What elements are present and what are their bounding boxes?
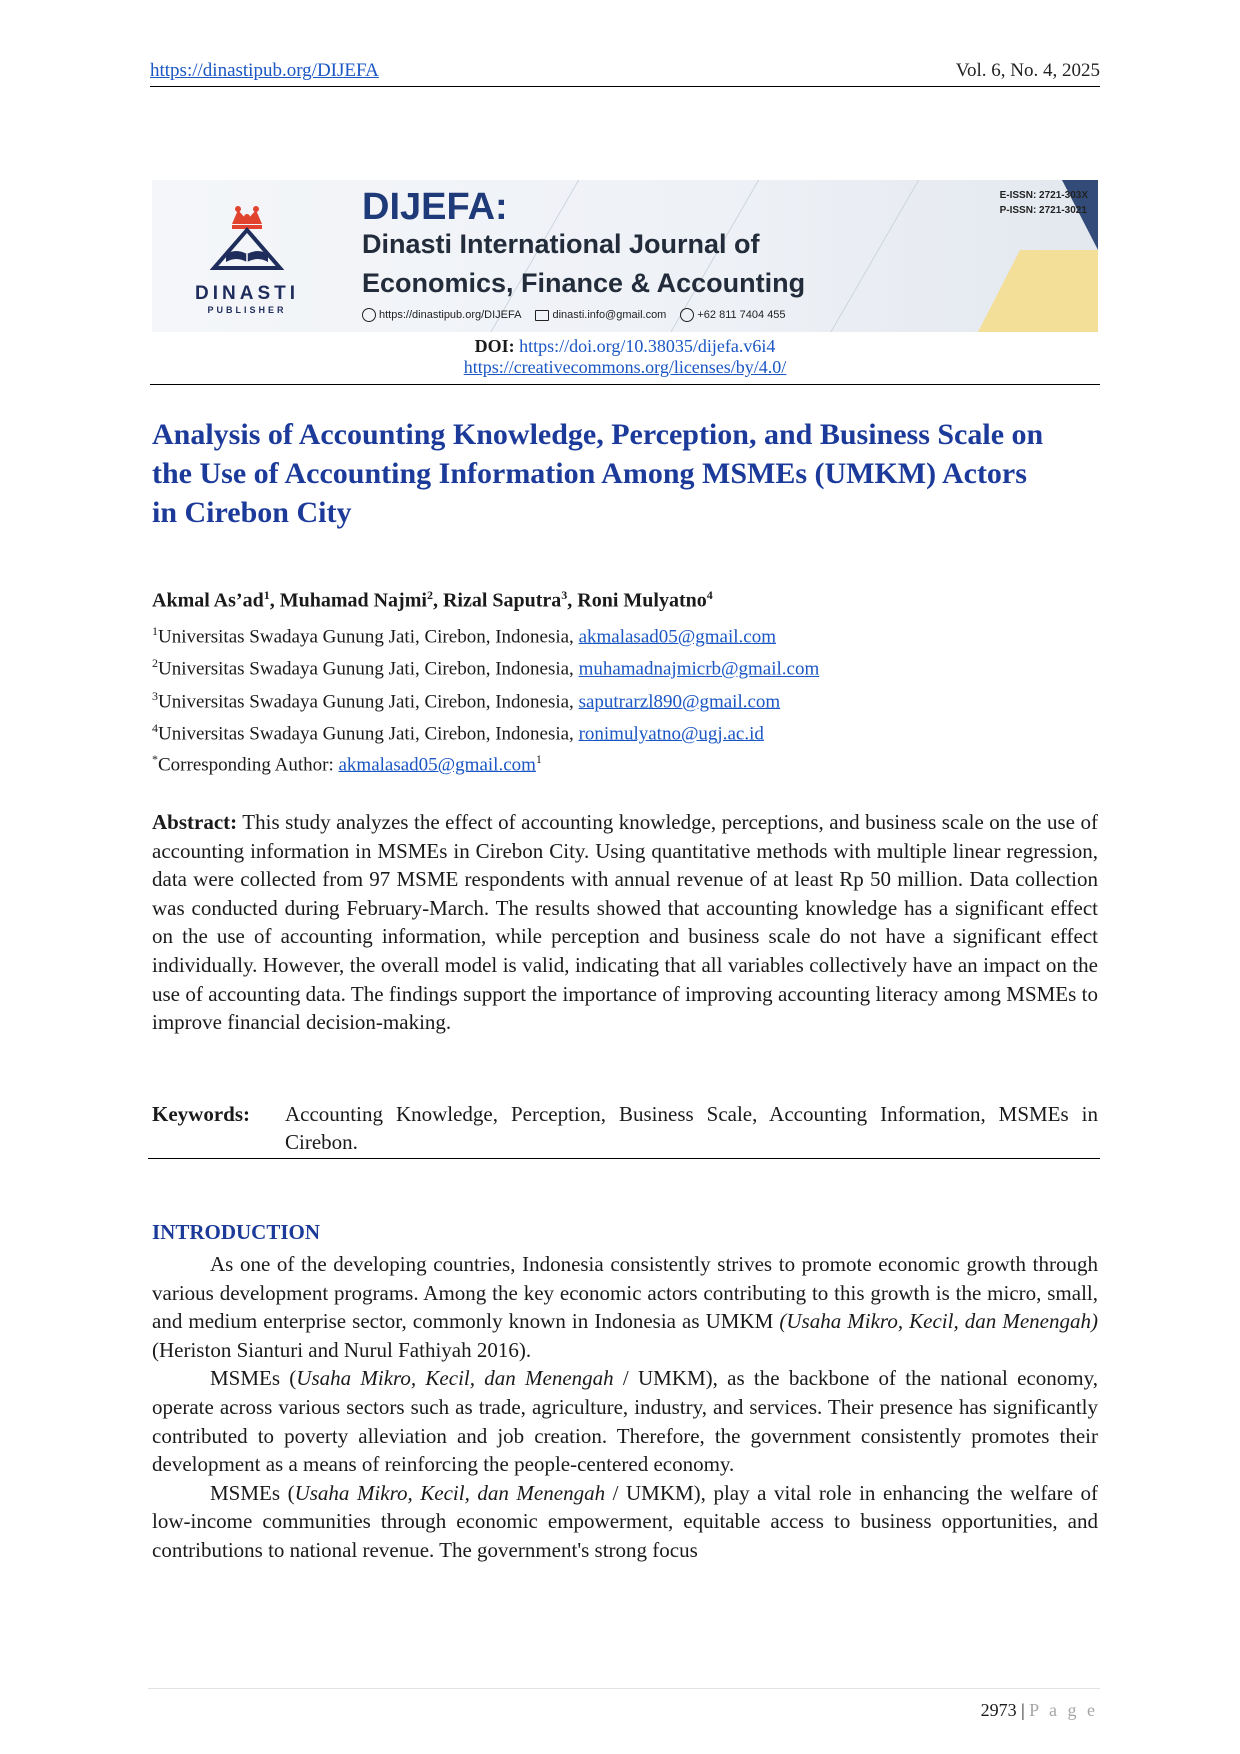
license-link[interactable]: https://creativecommons.org/licenses/by/4.0/ (463, 357, 787, 377)
divider (148, 1158, 1100, 1159)
globe-icon (362, 308, 376, 322)
doi-label: DOI: (474, 336, 515, 356)
affiliation-item: $^3$Universitas Swadaya Gunung Jati, Cirebon, Indonesia, saputrarzl890@gmail.com (152, 688, 781, 712)
abstract-label: Abstract: (152, 810, 238, 834)
paragraph: As one of the developing countries, Indonesia consistently strives to promote economic growth through various development programs. Among the key economic actors contributing to this growth is the micro, small, and medium enterprise sector, commonly known in Indonesia as UMKM (Usaha Mikro, Kecil, dan Menengah) (Heriston Sianturi and Nurul Fathiyah 2016). (152, 1252, 1098, 1362)
publisher-name: DINASTI (195, 283, 299, 304)
author-email-link[interactable]: muhamadnajmicrb@gmail.com (578, 658, 820, 680)
journal-acronym: DIJEFA: (362, 186, 508, 228)
author-name: Roni Mulyatno (577, 589, 707, 612)
corresponding-email-link[interactable]: akmalasad05@gmail.com (338, 754, 536, 776)
running-header (150, 58, 1100, 87)
corresponding-author: *Corresponding Author: akmalasad05@gmail.com$^1$ (152, 752, 542, 776)
crown-book-icon (202, 202, 292, 274)
banner-website: https://dinastipub.org/DIJEFA (379, 308, 522, 321)
banner-phone: +62 811 7404 455 (697, 308, 786, 321)
paper-title: Analysis of Accounting Knowledge, Perception, and Business Scale on the Use of Accounting Information Among MSMEs (UMKM) Actors in Cirebon City (152, 418, 1044, 529)
page-footer: 2973 | P a g e (980, 1700, 1098, 1720)
author-email-link[interactable]: akmalasad05@gmail.com (578, 626, 776, 648)
page-label: P a g e (1029, 1700, 1098, 1720)
paragraph: MSMEs (Usaha Mikro, Kecil, dan Menengah / UMKM), as the backbone of the national economy, operate across various sectors such as trade, agriculture, industry, and services. Their presence has significantly contributed to poverty alleviation and job creation. Therefore, the government consistently promotes their development as a means of reinforcing the people-centered economy. (152, 1366, 1098, 1477)
keywords-text: Accounting Knowledge, Perception, Business Scale, Accounting Information, MSMEs in Cirebon. (285, 1102, 1098, 1154)
affiliation-item: $^4$Universitas Swadaya Gunung Jati, Cirebon, Indonesia, ronimulyatno@ugj.ac.id (152, 720, 764, 745)
footer-divider (148, 1688, 1100, 1689)
volume-label: Vol. 6, No. 4, 2025 (955, 60, 1100, 81)
affiliation-list (152, 618, 819, 747)
eissn: E-ISSN: 2721-303X (999, 190, 1088, 201)
author-list: Akmal $As’ad^1$, Muhamad Najmi$^2$, Rizal Saputra$^3$, Roni Mulyatno$^4$ (152, 588, 713, 612)
author-email-link[interactable]: saputrarzl890@gmail.com (578, 690, 781, 712)
journal-title-line1: Dinasti International Journal of (362, 229, 760, 259)
pissn: P-ISSN: 2721-3021 (999, 205, 1087, 216)
author-name: Akmal As’ad (152, 589, 264, 612)
phone-icon (680, 308, 694, 322)
publisher-subtitle: PUBLISHER (207, 305, 287, 315)
abstract-text: This study analyzes the effect of accounting knowledge, perceptions, and business scale on the use of accounting information in MSMEs in Cirebon City. Using quantitative methods with multiple linear regression, data were collected from 97 MSME respondents with annual revenue of at least Rp 50 million. Data collection was conducted during February-March. The results showed that accounting knowledge has a significant effect on the use of accounting information, while perception and business scale do not have a significant effect individually. However, the overall model is valid, indicating that all variables collectively have an impact on the use of accounting data. The findings support the importance of improving accounting literacy among MSMEs to improve financial decision-making. (152, 810, 1099, 1035)
author-name: Rizal Saputra (442, 589, 562, 612)
keywords (152, 1100, 1098, 1156)
journal-banner (152, 180, 1098, 332)
doi-block (150, 336, 1100, 378)
doi-link[interactable]: https://doi.org/10.38035/dijefa.v6i4 (519, 336, 776, 356)
divider (150, 384, 1100, 385)
keywords-label: Keywords: (152, 1102, 250, 1126)
author-email-link[interactable]: ronimulyatno@ugj.ac.id (578, 723, 764, 745)
affiliation-item: $^2$Universitas Swadaya Gunung Jati, Cirebon, Indonesia, muhamadnajmicrb@gmail.com (152, 656, 820, 680)
page-number: 2973 (980, 1700, 1017, 1720)
abstract (152, 808, 1098, 1037)
author-name: Muhamad Najmi (279, 589, 427, 612)
affiliation-item: $^1$Universitas Swadaya Gunung Jati, Cirebon, Indonesia, akmalasad05@gmail.com (152, 624, 776, 648)
journal-url-link[interactable]: https://dinastipub.org/DIJEFA (150, 60, 379, 81)
section-heading-introduction: INTRODUCTION (152, 1220, 321, 1244)
introduction-body (152, 1250, 1098, 1565)
journal-title-line2: Economics, Finance & Accounting (362, 268, 806, 298)
issn-block (1000, 188, 1088, 218)
mail-icon (535, 310, 549, 321)
banner-email: dinasti.info@gmail.com (552, 309, 667, 321)
banner-contacts (362, 308, 786, 322)
paragraph: MSMEs (Usaha Mikro, Kecil, dan Menengah / UMKM), play a vital role in enhancing the welfare of low-income communities through economic empowerment, equitable access to business opportunities, and contributions to national revenue. The government's strong focus (152, 1480, 1098, 1562)
publisher-logo (182, 202, 312, 320)
